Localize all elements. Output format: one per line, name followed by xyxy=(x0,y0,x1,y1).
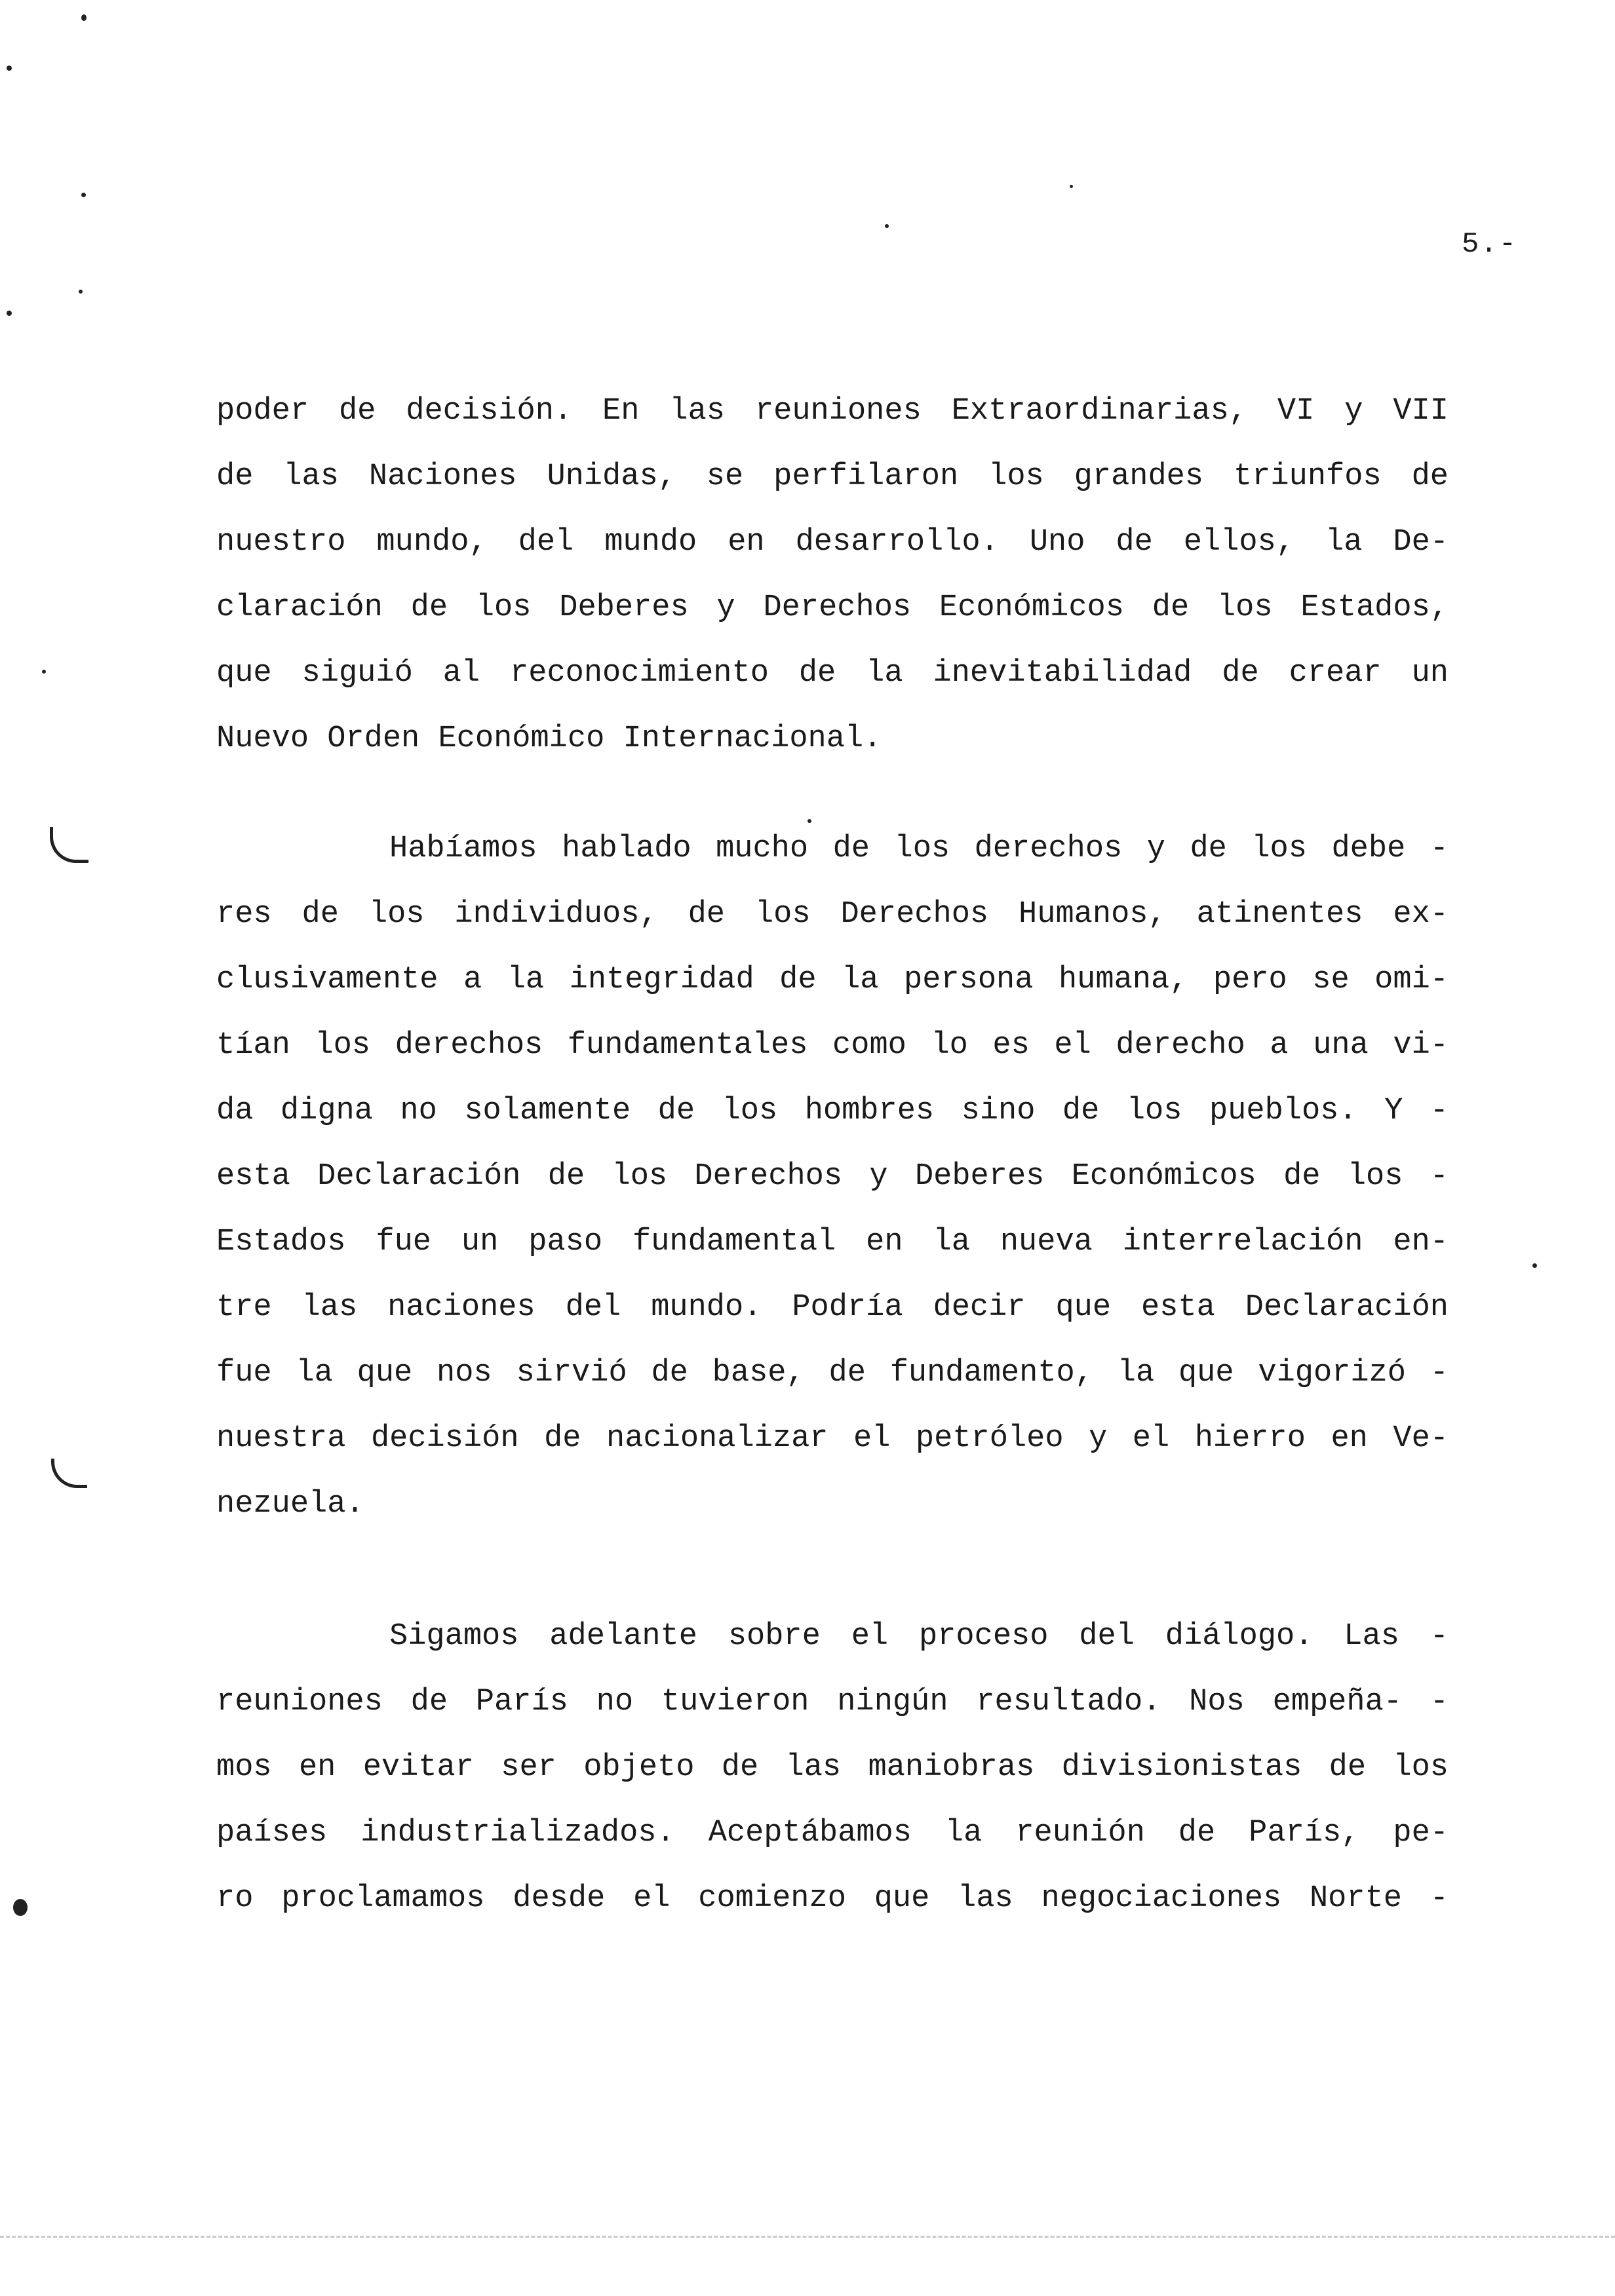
text-line: nuestro mundo, del mundo en desarrollo. Uno de ellos, la De- xyxy=(216,525,1449,560)
text-line: tre las naciones del mundo. Podría decir que esta Declaración xyxy=(216,1290,1449,1325)
text-line: esta Declaración de los Derechos y Deberes Económicos de los - xyxy=(216,1159,1449,1194)
scan-mark xyxy=(7,311,12,316)
text-line: da digna no solamente de los hombres sino de los pueblos. Y - xyxy=(216,1094,1449,1128)
scan-mark xyxy=(7,66,12,71)
text-line: de las Naciones Unidas, se perfilaron los grandes triunfos de xyxy=(216,459,1449,494)
text-line: países industrializados. Aceptábamos la reunión de París, pe- xyxy=(216,1816,1449,1850)
scan-mark xyxy=(42,670,46,674)
text-line: res de los individuos, de los Derechos Humanos, atinentes ex- xyxy=(216,897,1449,932)
text-line: mos en evitar ser objeto de las maniobras divisionistas de los xyxy=(216,1750,1449,1785)
scan-mark xyxy=(81,14,87,21)
scan-mark xyxy=(79,290,83,294)
paragraph xyxy=(216,1604,1449,1932)
scan-edge-rule xyxy=(0,2236,1615,2238)
scan-mark xyxy=(13,1899,28,1916)
binding-mark xyxy=(50,827,88,863)
text-line: claración de los Deberes y Derechos Económicos de los Estados, xyxy=(216,590,1449,625)
text-line: Habíamos hablado mucho de los derechos y de los debe - xyxy=(389,832,1449,866)
text-line: Sigamos adelante sobre el proceso del diálogo. Las - xyxy=(389,1619,1449,1654)
scan-mark xyxy=(885,224,889,228)
text-line: tían los derechos fundamentales como lo es el derecho a una vi- xyxy=(216,1028,1449,1063)
text-line: poder de decisión. En las reuniones Extraordinarias, VI y VII xyxy=(216,394,1449,429)
text-line: fue la que nos sirvió de base, de fundamento, la que vigorizó - xyxy=(216,1356,1449,1390)
text-line: nezuela. xyxy=(216,1487,364,1521)
text-line: que siguió al reconocimiento de la inevitabilidad de crear un xyxy=(216,656,1449,691)
text-line: Estados fue un paso fundamental en la nueva interrelación en- xyxy=(216,1225,1449,1259)
binding-mark xyxy=(51,1459,87,1488)
scan-mark xyxy=(81,193,86,197)
text-line: reuniones de París no tuvieron ningún resultado. Nos empeña- - xyxy=(216,1685,1449,1719)
text-line: nuestra decisión de nacionalizar el petróleo y el hierro en Ve- xyxy=(216,1421,1449,1456)
scan-mark xyxy=(1532,1263,1537,1268)
paragraph xyxy=(216,816,1449,1537)
page-number: 5.- xyxy=(1462,228,1518,261)
text-line: clusivamente a la integridad de la persona humana, pero se omi- xyxy=(216,963,1449,997)
paragraph xyxy=(216,379,1449,772)
scan-mark xyxy=(1070,185,1073,188)
text-line: ro proclamamos desde el comienzo que las negociaciones Norte - xyxy=(216,1881,1449,1916)
text-line: Nuevo Orden Económico Internacional. xyxy=(216,721,882,756)
